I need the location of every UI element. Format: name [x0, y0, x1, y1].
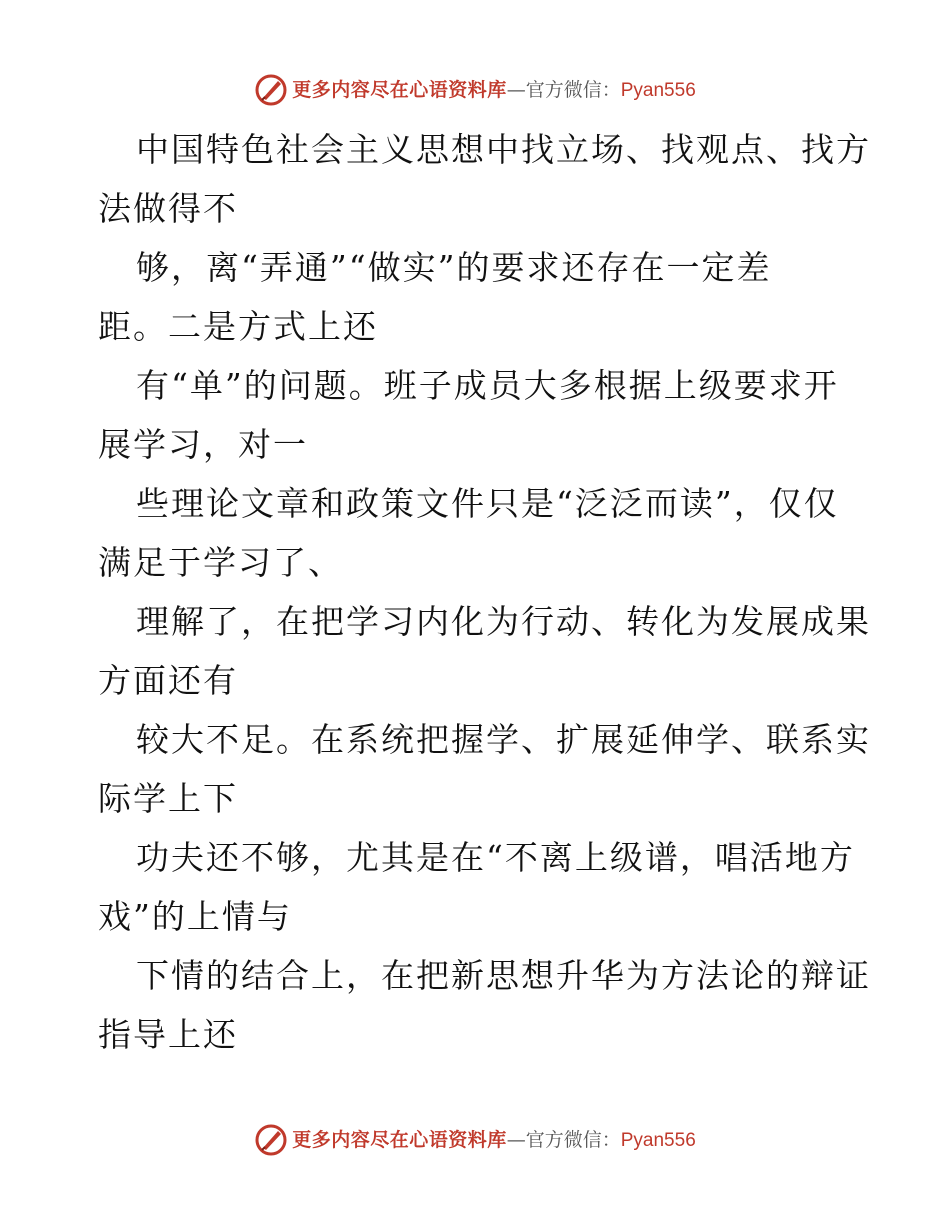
footer-banner	[0, 1120, 950, 1160]
footer-separator: —	[506, 1128, 526, 1151]
quill-pen-logo-icon	[254, 1123, 288, 1157]
text-line: 些理论文章和政策文件只是“泛泛而读”，仅仅	[136, 484, 839, 523]
text-line: 功夫还不够，尤其是在“不离上级谱，唱活地方	[136, 838, 855, 877]
text-line: 理解了，在把学习内化为行动、转化为发展成果	[136, 602, 871, 641]
text-line: 指导上还	[98, 1015, 238, 1054]
quill-pen-logo-icon	[254, 73, 288, 107]
text-line: 中国特色社会主义思想中找立场、找观点、找方	[136, 130, 871, 169]
footer-official-label: 官方微信：	[525, 1128, 621, 1151]
text-line: 法做得不	[98, 189, 238, 228]
footer-wechat-id: Pyan556	[620, 1129, 696, 1151]
text-line: 满足于学习了、	[98, 543, 343, 582]
text-line: 方面还有	[98, 661, 238, 700]
text-line: 距。二是方式上还	[98, 307, 378, 346]
text-line: 展学习，对一	[98, 425, 308, 464]
text-line: 较大不足。在系统把握学、扩展延伸学、联系实	[136, 720, 871, 759]
text-line: 下情的结合上，在把新思想升华为方法论的辩证	[136, 956, 871, 995]
text-line: 有“单”的问题。班子成员大多根据上级要求开	[136, 366, 839, 405]
document-body	[98, 120, 871, 1064]
text-line: 够，离“弄通”“做实”的要求还存在一定差	[136, 248, 772, 287]
header-brand-text: 更多内容尽在心语资料库	[292, 78, 507, 101]
header-banner	[0, 70, 950, 110]
header-wechat-id: Pyan556	[620, 79, 696, 101]
text-line: 际学上下	[98, 779, 238, 818]
footer-brand-text: 更多内容尽在心语资料库	[292, 1128, 507, 1151]
header-separator: —	[506, 78, 526, 101]
text-line: 戏”的上情与	[98, 897, 292, 936]
header-official-label: 官方微信：	[525, 78, 621, 101]
